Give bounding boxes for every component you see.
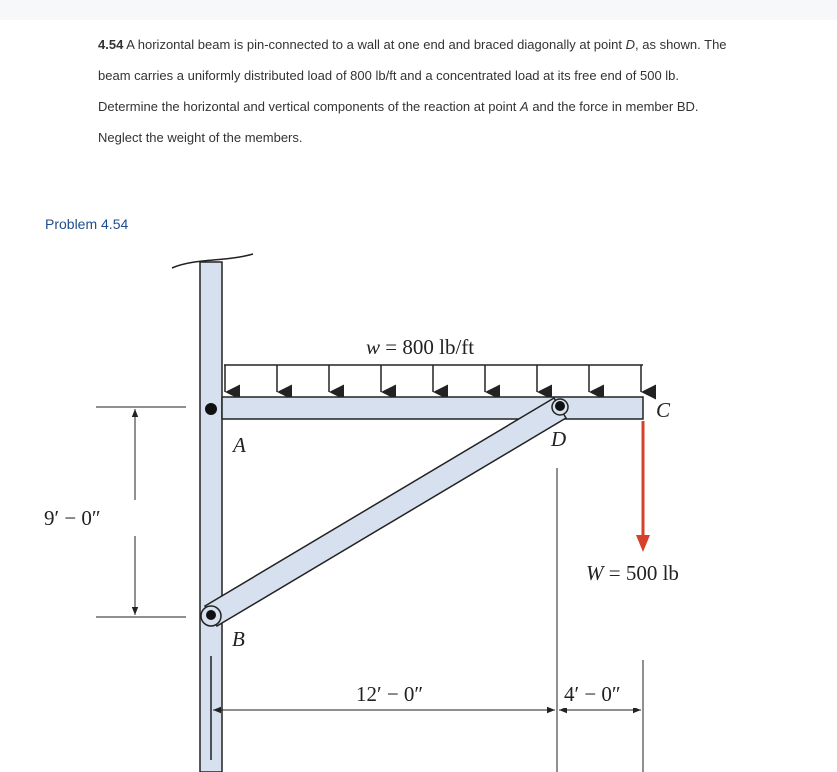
span-dimension-label-2: 4′ − 0″ bbox=[564, 682, 621, 706]
problem-text-part-2: , as shown. The beam carries a uniformly distributed load of 800 lb/ft and a concentrated load at its free end of 500 lb. Determine the horizontal and vertical components of the reaction at point bbox=[98, 37, 727, 114]
label-point-b: B bbox=[232, 627, 245, 651]
label-point-c: C bbox=[656, 398, 671, 422]
height-dimension-label: 9′ − 0″ bbox=[44, 506, 101, 530]
pin-b bbox=[206, 610, 216, 620]
problem-text-part-3: and the force in member BD. Neglect the weight of the members. bbox=[98, 99, 699, 145]
label-point-d: D bbox=[551, 427, 567, 451]
distributed-load-arrows bbox=[225, 365, 641, 392]
span-dimension-label-1: 12′ − 0″ bbox=[356, 682, 424, 706]
horizontal-beam bbox=[222, 397, 643, 419]
brace-bd bbox=[201, 398, 568, 626]
problem-number: 4.54 bbox=[98, 37, 124, 52]
concentrated-load-label: W = 500 lb bbox=[586, 561, 679, 585]
problem-point-d: D bbox=[625, 37, 635, 52]
pin-a bbox=[205, 403, 217, 415]
problem-text-part-1: A horizontal beam is pin-connected to a wall at one end and braced diagonally at point bbox=[123, 37, 626, 52]
figure-caption: Problem 4.54 bbox=[45, 216, 129, 232]
label-point-a: A bbox=[233, 433, 246, 457]
pin-d bbox=[555, 401, 565, 411]
distributed-load-label: w = 800 lb/ft bbox=[366, 335, 475, 359]
concentrated-load-arrow-head bbox=[636, 535, 650, 552]
problem-point-a: A bbox=[520, 99, 529, 114]
